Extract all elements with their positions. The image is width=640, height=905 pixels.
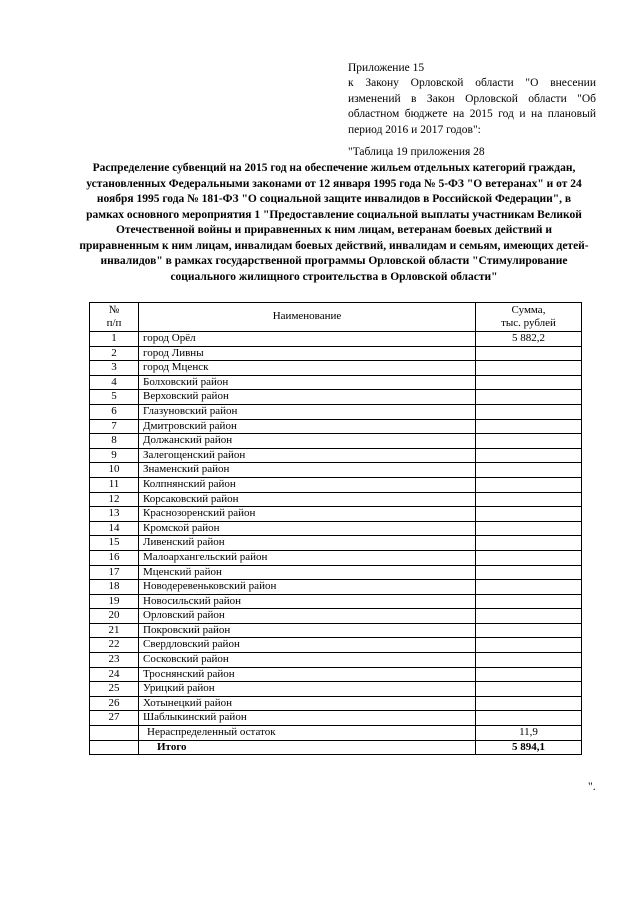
row-sum [476,594,582,609]
table-row [90,361,582,376]
row-name: Глазуновский район [139,404,476,419]
row-number: 6 [90,404,139,419]
row-number: 24 [90,667,139,682]
row-sum [476,419,582,434]
row-number: 2 [90,346,139,361]
table-row [90,521,582,536]
row-name: Сосковский район [139,653,476,668]
row-number: 19 [90,594,139,609]
row-name: город Мценск [139,361,476,376]
table-row [90,463,582,478]
table-header-row [90,303,582,332]
row-number: 15 [90,536,139,551]
table-row [90,477,582,492]
total-row [90,740,582,755]
table-row [90,536,582,551]
row-number: 1 [90,332,139,347]
table-row [90,419,582,434]
row-number: 12 [90,492,139,507]
row-number: 26 [90,696,139,711]
row-sum [476,346,582,361]
table-row [90,653,582,668]
row-sum [476,696,582,711]
table-row [90,594,582,609]
table-row [90,696,582,711]
row-number: 21 [90,623,139,638]
appendix-block [348,61,596,160]
table-row [90,550,582,565]
row-name: Знаменский район [139,463,476,478]
row-name: Колпнянский район [139,477,476,492]
row-sum [476,361,582,376]
row-sum [476,492,582,507]
row-name: Болховский район [139,375,476,390]
row-sum [476,375,582,390]
row-name: Шаблыкинский район [139,711,476,726]
row-name: город Орёл [139,332,476,347]
row-number: 18 [90,580,139,595]
total-sum: 5 894,1 [476,740,582,755]
row-sum [476,463,582,478]
row-sum [476,565,582,580]
row-name: Троснянский район [139,667,476,682]
row-number: 22 [90,638,139,653]
row-number: 10 [90,463,139,478]
header-sum [476,303,582,332]
subsidy-table [89,302,582,755]
row-sum [476,711,582,726]
row-sum [476,521,582,536]
row-sum: 5 882,2 [476,332,582,347]
remainder-sum: 11,9 [476,726,582,741]
row-number: 7 [90,419,139,434]
row-sum [476,536,582,551]
row-name: Малоархангельский район [139,550,476,565]
row-sum [476,390,582,405]
row-name: Ливенский район [139,536,476,551]
row-sum [476,682,582,697]
table-row [90,390,582,405]
row-number: 27 [90,711,139,726]
row-number: 5 [90,390,139,405]
table-row [90,492,582,507]
row-name: Дмитровский район [139,419,476,434]
table-row [90,332,582,347]
header-number [90,303,139,332]
row-name: Новодеревеньковский район [139,580,476,595]
table-row [90,448,582,463]
table-row [90,580,582,595]
row-name: Корсаковский район [139,492,476,507]
row-number: 13 [90,507,139,522]
table-row [90,623,582,638]
row-name: Верховский район [139,390,476,405]
row-number: 3 [90,361,139,376]
row-name: Залегощенский район [139,448,476,463]
row-sum [476,434,582,449]
table-body [90,332,582,755]
header-number-line2: п/п [106,317,122,329]
row-sum [476,550,582,565]
row-number: 17 [90,565,139,580]
table-row [90,609,582,624]
row-sum [476,448,582,463]
header-number-line1: № [108,303,120,316]
header-sum-line2: тыс. рублей [501,317,556,329]
appendix-heading: Приложение 15 [348,62,425,74]
row-sum [476,667,582,682]
row-name: Новосильский район [139,594,476,609]
row-number: 9 [90,448,139,463]
row-sum [476,653,582,668]
row-sum [476,580,582,595]
row-name: город Ливны [139,346,476,361]
row-name: Орловский район [139,609,476,624]
remainder-number [90,726,139,741]
row-sum [476,477,582,492]
row-sum [476,609,582,624]
table-row [90,565,582,580]
row-name: Кромской район [139,521,476,536]
row-name: Свердловский район [139,638,476,653]
remainder-name: Нераспределенный остаток [139,726,476,741]
row-sum [476,638,582,653]
row-name: Покровский район [139,623,476,638]
table-row [90,682,582,697]
document-title: Распределение субвенций на 2015 год на обеспечение жильем отдельных категорий граждан, установленных Федеральными законами от 12 января 1995 года № 5-ФЗ "О ветеранах" и от 24 ноября 1995 года № 181-ФЗ "О социальной защите инвалидов в Российской Федерации", в рамках основного мероприятия 1 "Предоставление социальной выплаты участникам Великой Отечественной войны и приравненных к ним лицам, ветеранам боевых действий и приравненным к ним лицам, инвалидам боевых действий, инвалидам и семьям, имеющих детей-инвалидов" в рамках государственной программы Орловской области "Стимулирование социального жилищного строительства в Орловской области" [79,162,589,283]
table-row [90,507,582,522]
appendix-text: к Закону Орловской области "О внесении изменений в Закон Орловской области "Об областном бюджете на 2015 год и на плановый период 2016 и 2017 годов": [348,77,596,136]
table-row [90,404,582,419]
row-number: 8 [90,434,139,449]
row-sum [476,623,582,638]
table-row [90,346,582,361]
row-sum [476,507,582,522]
row-name: Хотынецкий район [139,696,476,711]
closing-mark: ". [588,781,596,793]
row-number: 4 [90,375,139,390]
table-row [90,667,582,682]
row-number: 20 [90,609,139,624]
row-number: 23 [90,653,139,668]
row-number: 14 [90,521,139,536]
table-row [90,711,582,726]
table-reference: "Таблица 19 приложения 28 [348,146,485,159]
total-number [90,740,139,755]
table-row [90,638,582,653]
row-name: Должанский район [139,434,476,449]
row-number: 11 [90,477,139,492]
remainder-row [90,726,582,741]
row-number: 16 [90,550,139,565]
row-name: Урицкий район [139,682,476,697]
table-row [90,375,582,390]
row-number: 25 [90,682,139,697]
row-name: Мценский район [139,565,476,580]
row-sum [476,404,582,419]
row-name: Краснозоренский район [139,507,476,522]
header-sum-line1: Сумма, [511,303,546,316]
total-name: Итого [139,740,476,755]
table-row [90,434,582,449]
header-name: Наименование [139,303,476,332]
